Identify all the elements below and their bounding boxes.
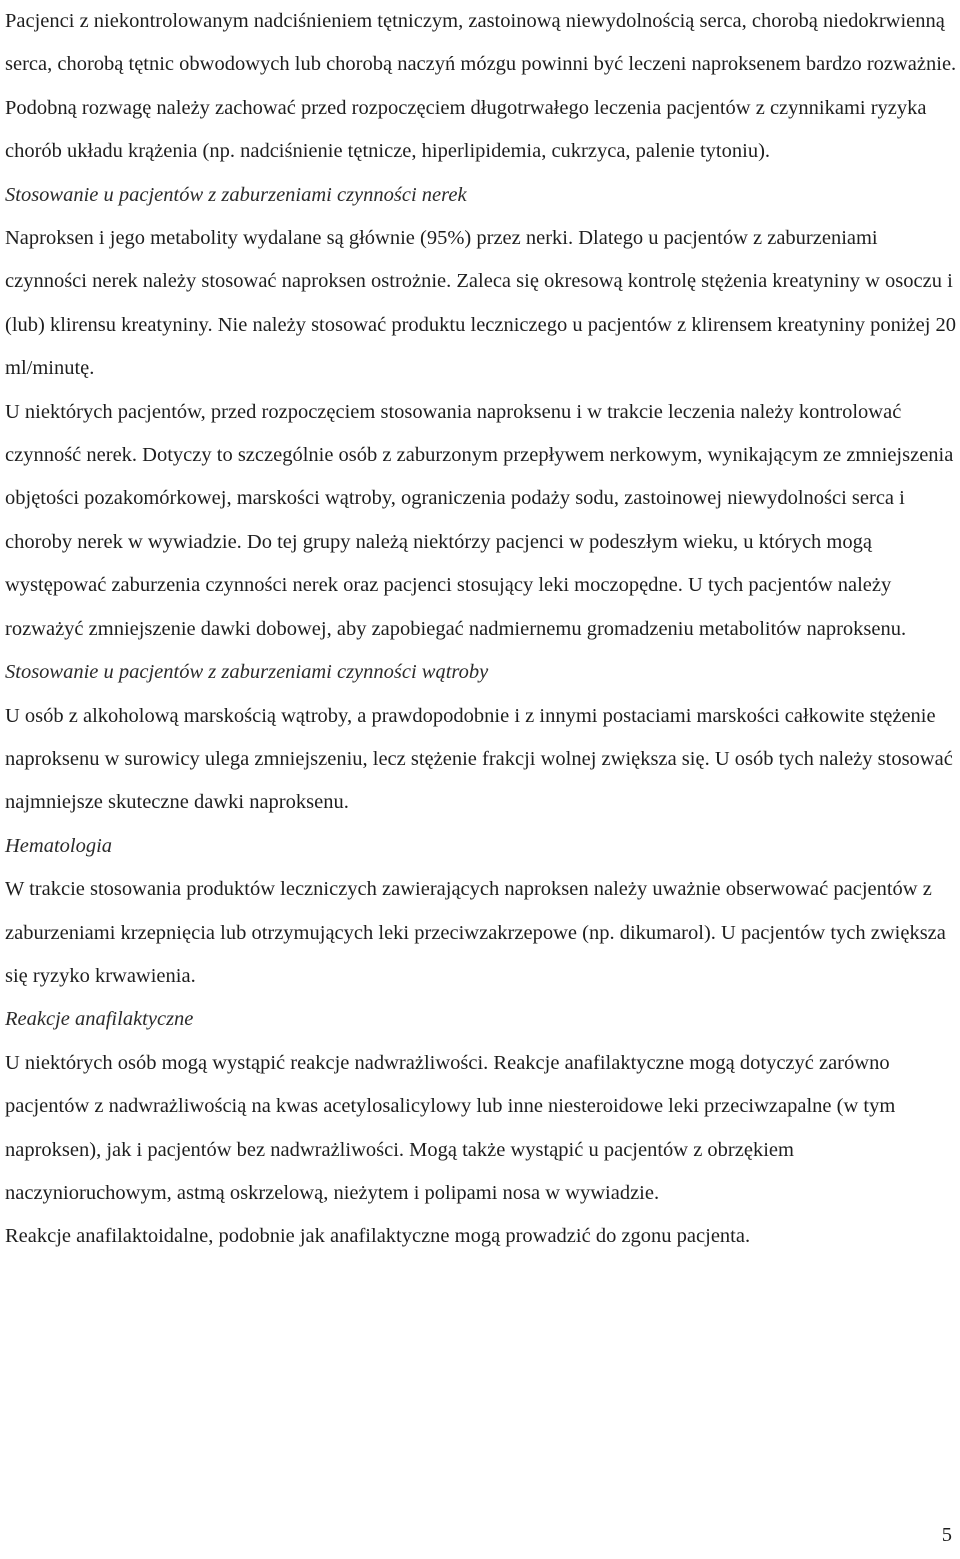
paragraph-renal-excretion: Naproksen i jego metabolity wydalane są głównie (95%) przez nerki. Dlatego u pacjentów z zaburzeniami czynności nerek należy stosować naproksen ostrożnie. Zaleca się okresową kontrolę stężenia kreatyniny w osoczu i (lub) klirensu kreatyniny. Nie należy stosować produktu leczniczego u pacjentów z klirensem kreatyniny poniżej 20 ml/minutę. bbox=[5, 227, 957, 380]
paragraph-hypersensitivity: U niektórych osób mogą wystąpić reakcje nadwrażliwości. Reakcje anafilaktyczne mogą dotyczyć zarówno pacjentów z nadwrażliwością na kwas acetylosalicylowy lub inne niesteroidowe leki przeciwzapalne (w tym naproksen), jak i pacjentów bez nadwrażliwości. Mogą także wystąpić u pacjentów z obrzękiem naczynioruchowym, astmą oskrzelową, nieżytem i polipami nosa w wywiadzie. bbox=[5, 1051, 896, 1204]
paragraph-anaphylactoid: Reakcje anafilaktoidalne, podobnie jak anafilaktyczne mogą prowadzić do zgonu pacjenta. bbox=[5, 1225, 751, 1248]
paragraph-renal-monitoring: U niektórych pacjentów, przed rozpoczęciem stosowania naproksenu i w trakcie leczenia należy kontrolować czynność nerek. Dotyczy to szczególnie osób z zaburzonym przepływem nerkowym, wynikającym ze zmniejszenia objętości pozakomórkowej, marskości wątroby, ograniczenia podaży sodu, zastoinowej niewydolności serca i choroby nerek w wywiadzie. Do tej grupy należą niektórzy pacjenci w podeszłym wieku, u których mogą występować zaburzenia czynności nerek oraz pacjenci stosujący leki moczopędne. U tych pacjentów należy rozważyć zmniejszenie dawki dobowej, aby zapobiegać nadmiernemu gromadzeniu metabolitów naproksenu. bbox=[5, 400, 954, 640]
heading-renal-impairment: Stosowanie u pacjentów z zaburzeniami czynności nerek bbox=[5, 183, 467, 206]
paragraph-cardiovascular-risk: Pacjenci z niekontrolowanym nadciśnieniem tętniczym, zastoinową niewydolnością serca, chorobą niedokrwienną serca, chorobą tętnic obwodowych lub chorobą naczyń mózgu powinni być leczeni naproksenem bardzo rozważnie. Podobną rozwagę należy zachować przed rozpoczęciem długotrwałego leczenia pacjentów z czynnikami ryzyka chorób układu krążenia (np. nadciśnienie tętnicze, hiperlipidemia, cukrzyca, palenie tytoniu). bbox=[5, 10, 957, 163]
paragraph-hepatic-cirrhosis: U osób z alkoholową marskością wątroby, a prawdopodobnie i z innymi postaciami marskości całkowite stężenie naproksenu w surowicy ulega zmniejszeniu, lecz stężenie frakcji wolnej zwiększa się. U osób tych należy stosować najmniejsze skuteczne dawki naproksenu. bbox=[5, 704, 953, 814]
heading-hepatic-impairment: Stosowanie u pacjentów z zaburzeniami czynności wątroby bbox=[5, 661, 489, 684]
heading-anaphylactic-reactions: Reakcje anafilaktyczne bbox=[5, 1008, 194, 1031]
paragraph-hematology: W trakcie stosowania produktów leczniczych zawierających naproksen należy uważnie obserwować pacjentów z zaburzeniami krzepnięcia lub otrzymujących leki przeciwzakrzepowe (np. dikumarol). U pacjentów tych zwiększa się ryzyko krwawienia. bbox=[5, 878, 946, 987]
page-number: 5 bbox=[941, 1524, 952, 1546]
heading-hematology: Hematologia bbox=[5, 834, 113, 857]
